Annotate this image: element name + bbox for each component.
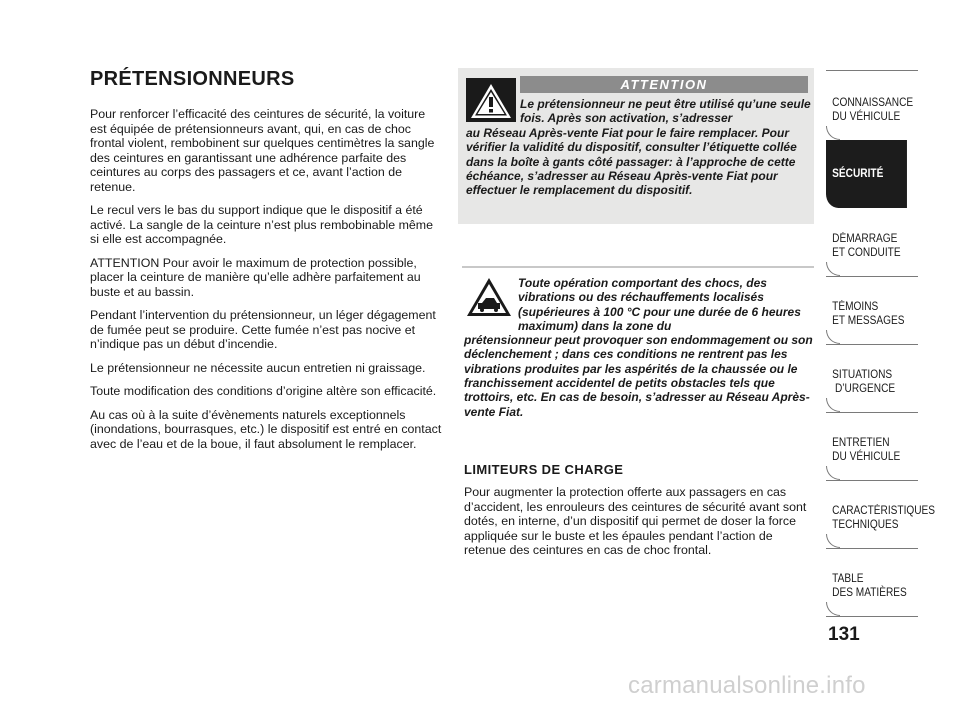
- warning-text-indented: Le prétensionneur ne peut être utilisé qu’une seule fois. Après son activation, s’adresser: [520, 97, 811, 126]
- paragraph: Pendant l’intervention du prétensionneur, un léger dégagement de fumée peut se produire. Cette fumée n’est pas nocive et n’indique pas un début d’incendie.: [90, 308, 436, 351]
- tab-label-line1: CONNAISSANCE: [832, 97, 914, 109]
- paragraph: Pour renforcer l’efficacité des ceintures de sécurité, la voiture est équipée de prétensionneurs avant, qui, en cas de choc frontal violent, rembobinent sur quelques centimètres la sangle des ceintures en garantissant une adhérence parfaite des ceintures au corps des passagers et ce, avant l’action de retenue.: [90, 107, 435, 194]
- tab-separator: [826, 344, 918, 345]
- tab-edge: [826, 126, 840, 140]
- tab-edge: [826, 330, 840, 344]
- tab-edge: [826, 398, 840, 412]
- note-text: [464, 276, 816, 419]
- paragraph: Le recul vers le bas du support indique que le dispositif a été activé. La sangle de la ceinture n’est plus rembobinable même si elle est accompagnée.: [90, 203, 434, 246]
- tab-label-line1: SÉCURITÉ: [832, 168, 884, 180]
- tab-securite[interactable]: [826, 140, 907, 208]
- tab-edge: [826, 534, 840, 548]
- warning-box: [458, 68, 814, 224]
- paragraph: ATTENTION Pour avoir le maximum de protection possible, placer la ceinture de manière qu’elle adhère parfaitement au buste et au bassin.: [90, 255, 421, 299]
- tab-separator: [826, 548, 918, 549]
- tab-label-line2: ET CONDUITE: [832, 247, 901, 259]
- tab-separator: [826, 480, 918, 481]
- page-number: 131: [828, 624, 860, 645]
- note-text-rest: prétensionneur peut provoquer son endommagement ou son déclenchement ; dans ces conditions ne rentrent pas les vibrations produites par les aspérités de la chaussée ou le franchissement accidentel de petits obstacles tels que trottoirs, etc. En cas de besoin, s’adresser au Réseau Après-vente Fiat.: [464, 333, 813, 419]
- tab-label-line2: TECHNIQUES: [832, 519, 899, 531]
- section-title-pretensioners: PRÉTENSIONNEURS: [90, 68, 295, 90]
- note-text-indented: Toute opération comportant des chocs, des vibrations ou des réchauffements localisés (supérieures à 100 °C pour une durée de 6 heures maximum) dans la zone du: [518, 276, 801, 333]
- tab-separator: [826, 616, 918, 617]
- tab-label-line2: DU VÉHICULE: [832, 451, 901, 463]
- divider: [462, 266, 814, 268]
- pretensioners-body: [90, 107, 442, 460]
- tab-separator: [826, 276, 918, 277]
- tab-edge: [826, 466, 840, 480]
- tab-label-line1: TABLE: [832, 573, 864, 585]
- section-title-load-limiters: LIMITEURS DE CHARGE: [464, 462, 624, 477]
- warning-text-rest: au Réseau Après-vente Fiat pour le faire remplacer. Pour vérifier la validité du dispositif, consulter l’étiquette collée dans la boîte à gants côté passager: à l’approche de cette échéance, s’adresser au Réseau Après-vente Fiat pour effectuer le remplacement du dispositif.: [466, 125, 797, 198]
- paragraph: Le prétensionneur ne nécessite aucun entretien ni graissage.: [90, 360, 426, 375]
- tab-label-line1: DÉMARRAGE: [832, 233, 898, 245]
- tab-label-line1: SITUATIONS: [832, 369, 893, 381]
- tab-label-line1: TÉMOINS: [832, 301, 879, 313]
- watermark: carmanualsonline.info: [628, 672, 866, 699]
- warning-text: [466, 97, 812, 198]
- warning-banner: ATTENTION: [520, 76, 808, 93]
- tab-label-line2: DES MATIÈRES: [832, 587, 907, 599]
- tab-label-line1: ENTRETIEN: [832, 437, 890, 449]
- tab-edge: [826, 262, 840, 276]
- tab-separator: [826, 412, 918, 413]
- paragraph: Au cas où à la suite d’évènements naturels exceptionnels (inondations, bourrasques, etc.) le dispositif est entré en contact avec de l’eau et de la boue, il faut absolument le remplacer.: [90, 407, 442, 451]
- tab-label-line1: CARACTÉRISTIQUES: [832, 505, 936, 517]
- tab-edge: [826, 602, 840, 616]
- tab-separator: [826, 70, 918, 71]
- load-limiters-body: Pour augmenter la protection offerte aux passagers en cas d’accident, les enrouleurs des ceintures de sécurité avant sont dotés, en interne, d’un dispositif qui permet de doser la force appliquée sur le buste et les épaules pendant l’action de retenue des ceintures en cas de choc frontal.: [464, 485, 807, 558]
- paragraph: Toute modification des conditions d’origine altère son efficacité.: [90, 384, 437, 398]
- tab-label-line2: DU VÉHICULE: [832, 111, 901, 123]
- tab-label-line2: ET MESSAGES: [832, 315, 905, 327]
- tab-label-line2: D’URGENCE: [834, 383, 896, 395]
